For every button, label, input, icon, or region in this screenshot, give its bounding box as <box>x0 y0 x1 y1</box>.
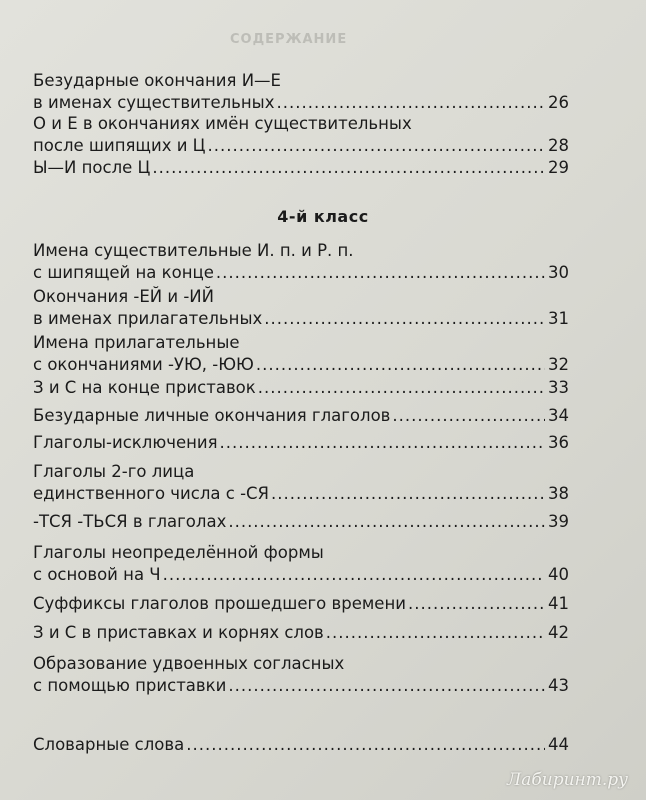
toc-entry-line2: -ТСЯ -ТЬСЯ в глаголах <box>33 512 227 531</box>
toc-entry-line2: с окончаниями -УЮ, -ЮЮ <box>33 355 254 374</box>
toc-entry-line1: Глаголы 2-го лица <box>33 462 195 481</box>
toc-entry-line1: Окончания -ЕЙ и -ИЙ <box>33 287 214 306</box>
page-number: 32 <box>548 355 569 374</box>
leader-dots <box>276 92 545 114</box>
toc-entry-line1: Имена прилагательные <box>33 333 240 352</box>
toc-entry-line2: с шипящей на конце <box>33 263 214 282</box>
page-number: 41 <box>548 594 569 613</box>
leader-dots <box>152 157 545 179</box>
toc-entry-line2: с помощью приставки <box>33 676 227 695</box>
toc-entry <box>33 622 569 644</box>
toc-entry-line1: О и Е в окончаниях имён существительных <box>33 114 412 133</box>
toc-entry-line2: Словарные слова <box>33 735 185 754</box>
page-number: 39 <box>548 512 569 531</box>
toc-entry-line1: Глаголы неопределённой формы <box>33 543 324 562</box>
toc-entry <box>33 157 569 179</box>
page-number: 30 <box>548 263 569 282</box>
toc-entry-line1: Образование удвоенных согласных <box>33 654 345 673</box>
toc-entry <box>33 377 569 399</box>
page-number: 28 <box>548 136 569 155</box>
leader-dots <box>228 675 545 697</box>
toc-entry-line2: с основой на Ч <box>33 565 161 584</box>
page-number: 38 <box>548 484 569 503</box>
toc-entry-line2: Безударные личные окончания глаголов <box>33 406 391 425</box>
toc-entry-line2: единственного числа с -СЯ <box>33 484 270 503</box>
toc-entry <box>33 240 569 284</box>
leader-dots <box>271 483 545 505</box>
leader-dots <box>408 593 545 615</box>
toc-entry-line2: Суффиксы глаголов прошедшего времени <box>33 594 406 613</box>
toc-entry <box>33 734 569 756</box>
toc-entry-line2: З и С в приставках и корнях слов <box>33 623 324 642</box>
toc-entry <box>33 113 569 157</box>
toc-entry <box>33 405 569 427</box>
toc-entry <box>33 593 569 615</box>
toc-entry <box>33 653 569 697</box>
toc-entry-line2: после шипящих и Ц <box>33 136 206 155</box>
toc-entry <box>33 332 569 376</box>
section-title: 4-й класс <box>277 207 369 226</box>
leader-dots <box>186 734 545 756</box>
toc-entry-line1: Имена существительные И. п. и Р. п. <box>33 241 354 260</box>
page-number: 26 <box>548 93 569 112</box>
page-number: 36 <box>548 433 569 452</box>
toc-entry-line2: в именах прилагательных <box>33 309 263 328</box>
watermark-logo: Лабиринт.ру <box>507 770 628 790</box>
page-number: 33 <box>548 378 569 397</box>
toc-entry-line2: З и С на конце приставок <box>33 378 256 397</box>
leader-dots <box>264 308 545 330</box>
leader-dots <box>216 262 545 284</box>
faint-header: СОДЕРЖАНИЕ <box>230 32 348 47</box>
leader-dots <box>228 511 545 533</box>
toc-entry <box>33 542 569 586</box>
page-number: 43 <box>548 676 569 695</box>
leader-dots <box>163 564 545 586</box>
toc-entry-line1: Безударные окончания И—Е <box>33 71 281 90</box>
leader-dots <box>256 354 545 376</box>
toc-entry <box>33 286 569 330</box>
toc-entry <box>33 70 569 114</box>
toc-entry <box>33 432 569 454</box>
leader-dots <box>208 135 546 157</box>
page-number: 40 <box>548 565 569 584</box>
toc-entry-line2: Глаголы-исключения <box>33 433 218 452</box>
leader-dots <box>392 405 545 427</box>
leader-dots <box>326 622 545 644</box>
toc-entry-line2: Ы—И после Ц <box>33 158 151 177</box>
leader-dots <box>258 377 545 399</box>
leader-dots <box>220 432 545 454</box>
toc-entry <box>33 511 569 533</box>
toc-entry-line2: в именах существительных <box>33 93 275 112</box>
page-number: 34 <box>548 406 569 425</box>
toc-entry <box>33 461 569 505</box>
page-number: 44 <box>548 735 569 754</box>
page-number: 29 <box>548 158 569 177</box>
page-number: 42 <box>548 623 569 642</box>
page-number: 31 <box>548 309 569 328</box>
